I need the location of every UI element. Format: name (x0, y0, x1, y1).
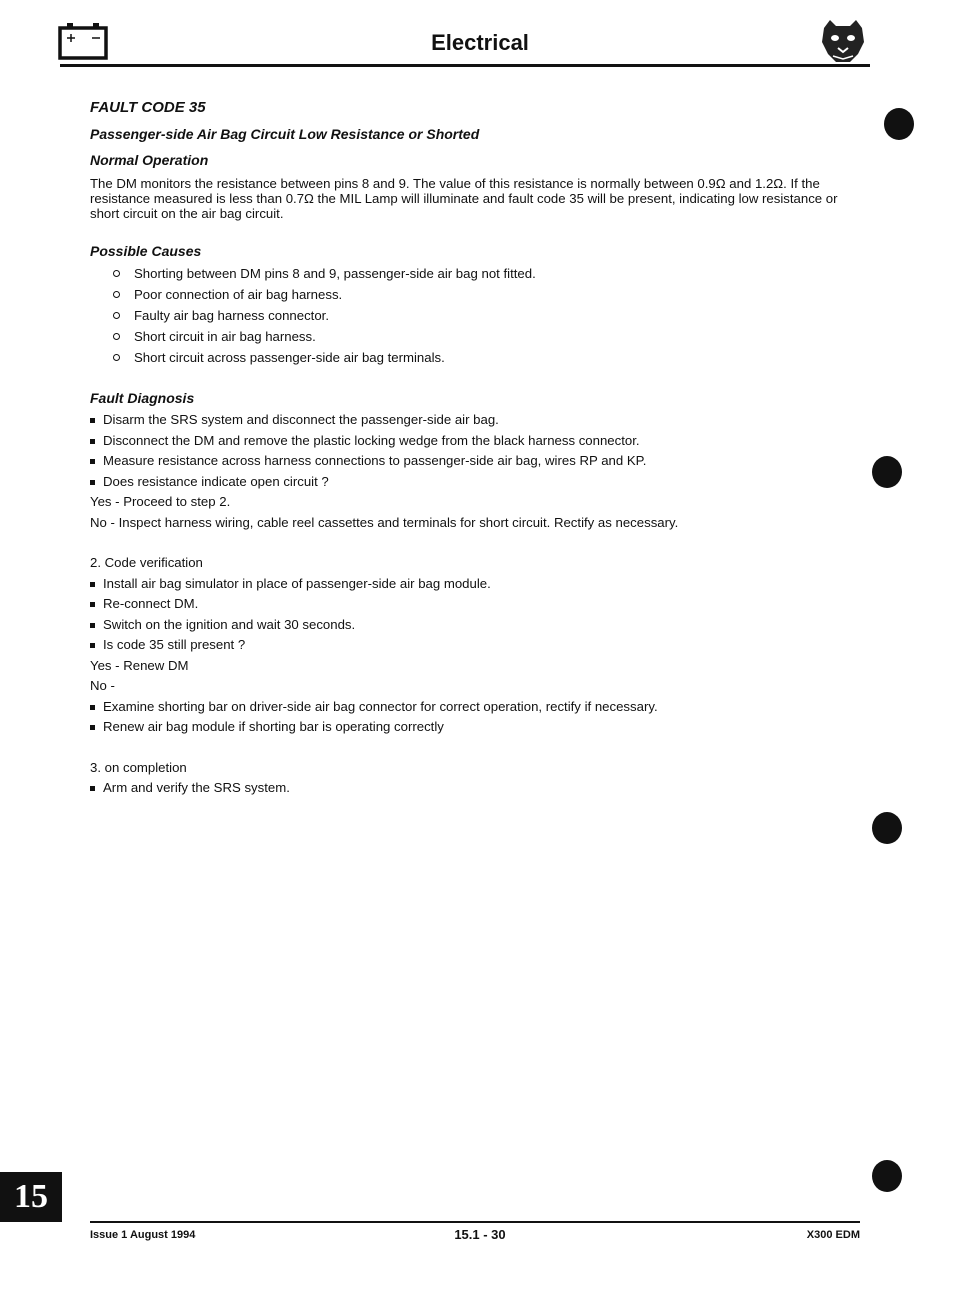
step-2-item: Re-connect DM. (90, 594, 860, 615)
square-bullet-icon (90, 418, 95, 423)
diagnosis-step: Does resistance indicate open circuit ? (90, 472, 860, 493)
square-bullet-icon (90, 439, 95, 444)
square-bullet-icon (90, 602, 95, 607)
circle-bullet-icon (113, 333, 120, 340)
diagnosis-steps-list (90, 410, 860, 492)
header-rule (60, 64, 870, 67)
square-bullet-icon (90, 705, 95, 710)
cause-item: Short circuit in air bag harness. (90, 326, 860, 347)
step-2-no-list (90, 697, 860, 738)
cause-item: Poor connection of air bag harness. (90, 284, 860, 305)
step-2-no-item: Renew air bag module if shorting bar is operating correctly (90, 717, 860, 738)
step-2-item: Switch on the ignition and wait 30 seconds. (90, 615, 860, 636)
page-header-title: Electrical (431, 30, 529, 55)
footer-issue: Issue 1 August 1994 (90, 1229, 196, 1241)
step-2-no-item: Examine shorting bar on driver-side air bag connector for correct operation, rectify if necessary. (90, 697, 860, 718)
diagnosis-step: Disconnect the DM and remove the plastic locking wedge from the black harness connector. (90, 431, 860, 452)
footer-page-number: 15.1 - 30 (454, 1227, 506, 1242)
circle-bullet-icon (113, 270, 120, 277)
square-bullet-icon (90, 623, 95, 628)
fault-diagnosis-heading: Fault Diagnosis (90, 390, 195, 406)
step-3-title: 3. on completion (90, 759, 187, 775)
footer-rule (90, 1221, 860, 1223)
circle-bullet-icon (113, 312, 120, 319)
square-bullet-icon (90, 643, 95, 648)
diagnosis-step: Measure resistance across harness connections to passenger-side air bag, wires RP and KP. (90, 451, 860, 472)
step-2-title: 2. Code verification (90, 555, 203, 570)
binder-hole-dot (872, 812, 902, 844)
cause-item: Faulty air bag harness connector. (90, 305, 860, 326)
square-bullet-icon (90, 786, 95, 791)
possible-causes-heading: Possible Causes (90, 243, 202, 259)
diagnosis-no: No - Inspect harness wiring, cable reel cassettes and terminals for short circuit. Rectify as necessary. (90, 514, 679, 530)
footer-doc-code: X300 EDM (806, 1229, 860, 1241)
step-2-no: No - (90, 678, 115, 693)
fault-code-heading: FAULT CODE 35 (90, 99, 206, 116)
binder-hole-dot (872, 456, 902, 488)
diagnosis-yes: Yes - Proceed to step 2. (90, 494, 231, 509)
step-2-item: Is code 35 still present ? (90, 635, 860, 656)
circle-bullet-icon (113, 291, 120, 298)
step-2-item: Install air bag simulator in place of passenger-side air bag module. (90, 574, 860, 595)
cause-item: Shorting between DM pins 8 and 9, passenger-side air bag not fitted. (90, 263, 860, 284)
step-2-yes: Yes - Renew DM (90, 657, 189, 673)
jaguar-head-icon (818, 18, 868, 64)
square-bullet-icon (90, 459, 95, 464)
step-2-list (90, 574, 860, 656)
diagnosis-step: Disarm the SRS system and disconnect the passenger-side air bag. (90, 410, 860, 431)
square-bullet-icon (90, 725, 95, 730)
square-bullet-icon (90, 480, 95, 485)
section-tab: 15 (0, 1172, 62, 1222)
square-bullet-icon (90, 582, 95, 587)
possible-causes-list (90, 263, 860, 368)
binder-hole-dot (872, 1160, 902, 1192)
circle-bullet-icon (113, 354, 120, 361)
normal-operation-heading: Normal Operation (90, 152, 209, 168)
cause-item: Short circuit across passenger-side air bag terminals. (90, 347, 860, 368)
normal-operation-text: The DM monitors the resistance between pins 8 and 9. The value of this resistance is normally between 0.9Ω and 1.2Ω. If the resistance measured is less than 0.7Ω the MIL Lamp will illuminate and fault code 35 will be present, indicating low resistance or short circuit on the air bag circuit. (90, 176, 838, 221)
document-body (90, 98, 860, 799)
step-3-item: Arm and verify the SRS system. (90, 778, 860, 799)
step-3-list (90, 778, 860, 799)
fault-subtitle: Passenger-side Air Bag Circuit Low Resistance or Shorted (90, 126, 480, 142)
binder-hole-dot (884, 108, 914, 140)
